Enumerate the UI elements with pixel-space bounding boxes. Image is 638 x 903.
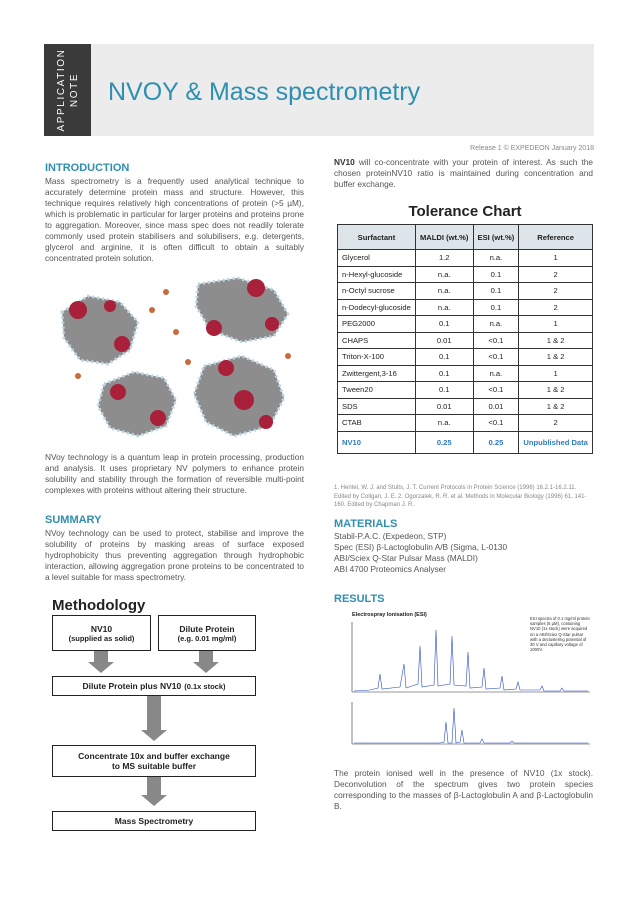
spectrum-plot xyxy=(340,612,592,754)
table-cell: n.a. xyxy=(415,283,473,300)
table-cell: 0.25 xyxy=(473,431,519,453)
table-cell: 0.1 xyxy=(415,365,473,382)
table-cell: Zwittergent,3-16 xyxy=(338,365,416,382)
table-row xyxy=(338,299,593,316)
table-cell: 1 xyxy=(519,365,593,382)
table-cell: 0.1 xyxy=(415,316,473,333)
protein-complex-1 xyxy=(62,296,138,364)
table-cell: Unpublished Data xyxy=(519,431,593,453)
materials-heading: MATERIALS xyxy=(334,518,398,530)
arrow-2-shaft xyxy=(199,651,213,662)
table-row xyxy=(338,415,593,432)
table-cell: <0.1 xyxy=(473,349,519,366)
page-title: NVOY & Mass spectrometry xyxy=(108,78,421,106)
table-row-nv10 xyxy=(338,431,593,453)
table-row xyxy=(338,266,593,283)
table-cell: 0.1 xyxy=(473,266,519,283)
mass-spectrometry-box xyxy=(52,811,256,831)
introduction-heading: INTRODUCTION xyxy=(45,162,130,174)
table-cell: <0.1 xyxy=(473,382,519,399)
arrow-1-head xyxy=(88,662,114,673)
tolerance-chart-title: Tolerance Chart xyxy=(408,203,522,220)
summary-heading: SUMMARY xyxy=(45,514,102,526)
table-row xyxy=(338,349,593,366)
table-cell: 0.1 xyxy=(473,283,519,300)
materials-list xyxy=(334,531,594,575)
dilute-box-sub: (e.g. 0.01 mg/ml) xyxy=(177,633,237,643)
spectrum-title: Electrospray Ionisation (ESI) xyxy=(352,612,427,618)
table-row xyxy=(338,283,593,300)
table-cell: n.a. xyxy=(473,365,519,382)
table-cell: n.a. xyxy=(415,415,473,432)
table-cell: 0.1 xyxy=(415,349,473,366)
tab-line-2: NOTE xyxy=(68,72,80,108)
table-cell: n-Dodecyl-glucoside xyxy=(338,299,416,316)
table-cell: NV10 xyxy=(338,431,416,453)
spectrum-note: ESI spectra of 0.1 mg/ml protein samples (5 µM), containing NV10 (1x stock) were acquired on a ABI/Sciex Q-Star pulsar with a declustering potential of 30 V and capillary voltage of 1000V. xyxy=(530,616,590,653)
table-cell: n.a. xyxy=(473,316,519,333)
protein-complex-3 xyxy=(98,372,176,436)
table-cell: Glycerol xyxy=(338,250,416,267)
table-cell: 1 & 2 xyxy=(519,349,593,366)
nv10-intro xyxy=(334,157,593,190)
application-note-tab xyxy=(44,44,91,136)
table-cell: 0.01 xyxy=(415,332,473,349)
mixed-box-title: Dilute Protein plus NV10 xyxy=(82,681,182,691)
arrow-3-shaft xyxy=(147,696,161,730)
concentrate-line-2: to MS suitable buffer xyxy=(111,761,197,771)
table-row xyxy=(338,365,593,382)
table-cell: n.a. xyxy=(473,250,519,267)
esi-spectrum-figure xyxy=(340,612,592,754)
table-cell: 0.01 xyxy=(473,398,519,415)
mixed-protein-box xyxy=(52,676,256,696)
table-row xyxy=(338,250,593,267)
table-cell: 2 xyxy=(519,299,593,316)
table-cell: 1.2 xyxy=(415,250,473,267)
table-cell: 0.1 xyxy=(473,299,519,316)
nvoy-protein-illustration xyxy=(48,272,304,448)
table-cell: SDS xyxy=(338,398,416,415)
arrow-2-head xyxy=(193,662,219,673)
table-cell: 1 & 2 xyxy=(519,382,593,399)
arrow-1-shaft xyxy=(94,651,108,662)
table-row xyxy=(338,398,593,415)
protein-complex-4 xyxy=(194,356,284,436)
mass-spec-label: Mass Spectrometry xyxy=(114,816,194,826)
table-row xyxy=(338,316,593,333)
table-cell: 1 & 2 xyxy=(519,332,593,349)
nv10-intro-bold: NV10 xyxy=(334,157,355,167)
table-row xyxy=(338,382,593,399)
tolerance-table xyxy=(337,224,593,454)
concentrate-box xyxy=(52,745,256,777)
tab-line-1: APPLICATION xyxy=(55,48,67,132)
col-header-reference: Reference xyxy=(519,225,593,250)
arrow-4-shaft xyxy=(147,777,161,795)
table-cell: 0.1 xyxy=(415,382,473,399)
table-cell: n.a. xyxy=(415,266,473,283)
table-cell: 2 xyxy=(519,266,593,283)
protein-complex-2 xyxy=(196,278,288,342)
material-item: ABI/Sciex Q-Star Pulsar Mass (MALDI) xyxy=(334,553,478,563)
table-cell: Triton-X-100 xyxy=(338,349,416,366)
table-cell: 0.25 xyxy=(415,431,473,453)
table-cell: 1 & 2 xyxy=(519,398,593,415)
results-heading: RESULTS xyxy=(334,593,385,605)
table-cell: 1 xyxy=(519,316,593,333)
dilute-box-title: Dilute Protein xyxy=(179,623,235,634)
nv10-solid-box xyxy=(52,615,151,651)
dilute-protein-box xyxy=(158,615,256,651)
table-cell: 2 xyxy=(519,283,593,300)
table-cell: PEG2000 xyxy=(338,316,416,333)
table-cell: CTAB xyxy=(338,415,416,432)
table-cell: n-Hexyl-glucoside xyxy=(338,266,416,283)
table-cell: CHAPS xyxy=(338,332,416,349)
col-header-esi: ESI (wt.%) xyxy=(473,225,519,250)
material-item: ABI 4700 Proteomics Analyser xyxy=(334,564,447,574)
table-cell: <0.1 xyxy=(473,415,519,432)
material-item: Spec (ESI) β-Lactoglobulin A/B (Sigma, L-0130 xyxy=(334,542,508,552)
results-text: The protein ionised well in the presence of NV10 (1x stock). Deconvolution of the spectrum gives two protein species corresponding to the masses of β-Lactoglobulin A and β-Lactoglobulin B. xyxy=(334,768,593,811)
release-note: Release 1 © EXPEDEON January 2018 xyxy=(470,145,594,152)
material-item: Stabil-P.A.C. (Expedeon, STP) xyxy=(334,531,447,541)
nv10-box-title: NV10 xyxy=(90,623,113,634)
summary-text: NVoy technology can be used to protect, stabilise and improve the solubility of proteins by masking areas of surface exposed hydrophobicity thus preventing aggregation through hydrophobic interaction, allowing aggregation prone proteins to be concentrated to a level suitable for mass spectrometry. xyxy=(45,528,304,582)
table-cell: n.a. xyxy=(415,299,473,316)
table-cell: 1 xyxy=(519,250,593,267)
table-cell: Tween20 xyxy=(338,382,416,399)
arrow-4-head xyxy=(141,795,167,806)
table-cell: 2 xyxy=(519,415,593,432)
table-cell: n-Octyl sucrose xyxy=(338,283,416,300)
mixed-box-sub: (0.1x stock) xyxy=(184,681,226,691)
table-cell: 0.01 xyxy=(415,398,473,415)
introduction-text: Mass spectrometry is a frequently used analytical technique to accurately determine protein mass and structure. However, this technique requires relatively high concentrations of protein (>5 µM), which is problematic in particular for larger proteins and proteins prone to aggregation. Moreover, since mass spec does not readily tolerate commonly used protein stabilisers and solubilisers, e.g. detergents, glycerol and arginine, it is often difficult to obtain a suitably concentrated protein solution. xyxy=(45,176,304,263)
nv10-box-sub: (supplied as solid) xyxy=(68,633,135,643)
concentrate-line-1: Concentrate 10x and buffer exchange xyxy=(78,751,230,761)
nvoy-caption: NVoy technology is a quantum leap in protein processing, production and analysis. It uses proprietary NV polymers to enhance protein solubility and stability through the formation of reversible multi-point complexes with proteins without altering their structure. xyxy=(45,452,304,495)
col-header-surfactant: Surfactant xyxy=(338,225,416,250)
methodology-title: Methodology xyxy=(52,597,146,614)
references: 1. Hentel, W. J. and Stults, J. T. Current Protocols in Protein Science (1996) 16.2.1-16.2.11. Edited by Coligan, J. E. 2. Ogorzalek, R. R. et al. Methods in Molecular Biology (1996) 61, 141-160. Edited by Chapman J. R. xyxy=(334,485,587,508)
table-cell: <0.1 xyxy=(473,332,519,349)
nv10-intro-text: will co-concentrate with your protein of interest. As such the chosen proteinNV10 ratio is maintained during concentration and buffer exchange. xyxy=(334,157,593,189)
arrow-3-head xyxy=(141,730,167,741)
table-row xyxy=(338,332,593,349)
col-header-maldi: MALDI (wt.%) xyxy=(415,225,473,250)
